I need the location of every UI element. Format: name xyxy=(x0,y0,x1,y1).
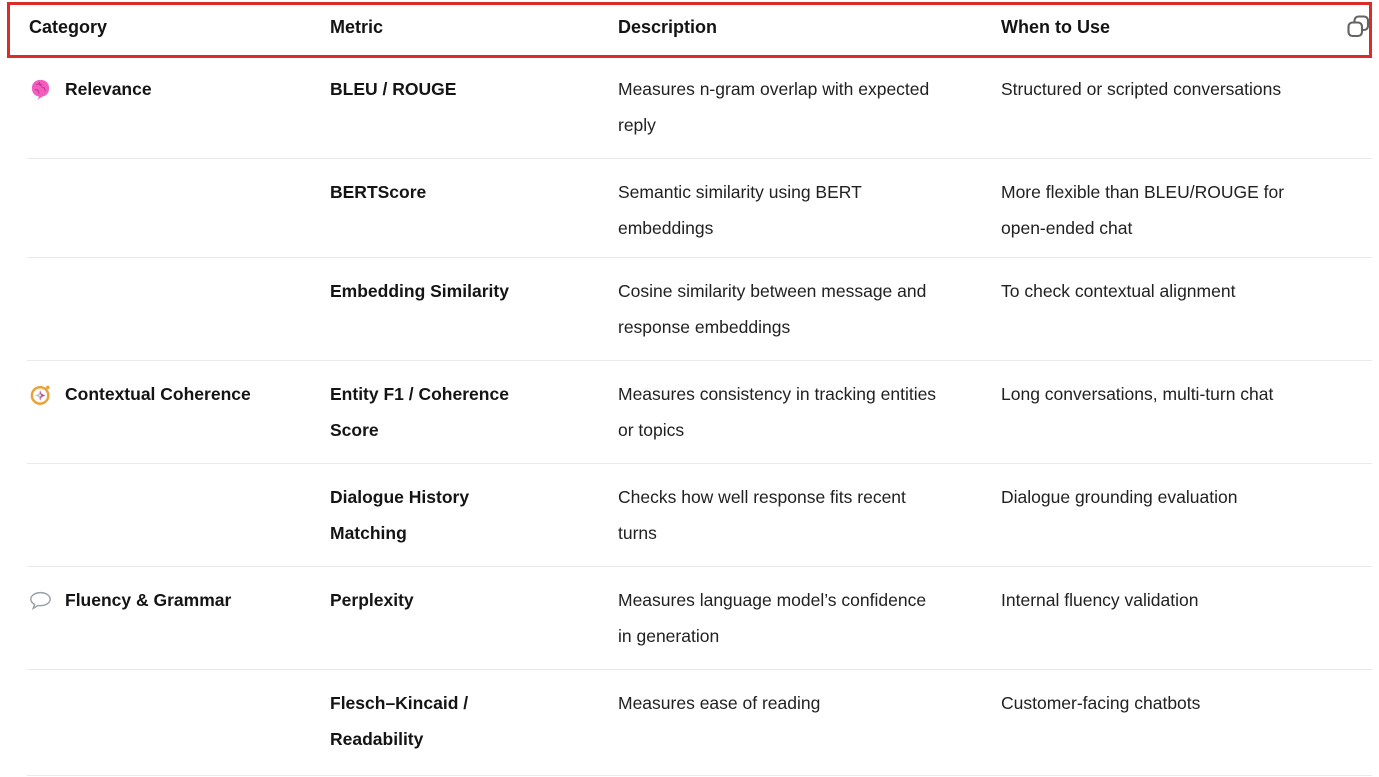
category-label: Contextual Coherence xyxy=(65,384,251,404)
when-cell: More flexible than BLEU/ROUGE for open-ended chat xyxy=(1001,182,1285,238)
table-row xyxy=(27,361,1372,464)
metric-cell: Embedding Similarity xyxy=(330,281,509,301)
metric-cell: Dialogue History Matching xyxy=(330,487,470,543)
category-cell xyxy=(27,258,328,273)
table-row xyxy=(27,464,1372,567)
table-row xyxy=(27,159,1372,258)
column-header-when-to-use: When to Use xyxy=(1001,17,1111,37)
metric-cell: BLEU / ROUGE xyxy=(330,79,457,99)
table-row xyxy=(27,258,1372,361)
when-cell: Dialogue grounding evaluation xyxy=(1001,487,1238,507)
description-cell: Measures ease of reading xyxy=(618,693,821,713)
metric-cell: Flesch–Kincaid / Readability xyxy=(330,693,469,749)
category-cell xyxy=(27,159,328,174)
metric-cell: Entity F1 / Coherence Score xyxy=(330,384,509,440)
when-cell: Structured or scripted conversations xyxy=(1001,79,1282,99)
copy-icon xyxy=(1345,13,1372,43)
metric-cell: BERTScore xyxy=(330,182,427,202)
metrics-table xyxy=(27,0,1372,776)
description-cell: Measures consistency in tracking entities or topics xyxy=(618,384,937,440)
metric-cell: Perplexity xyxy=(330,590,414,610)
description-cell: Measures n-gram overlap with expected reply xyxy=(618,79,930,135)
column-header-description: Description xyxy=(618,17,718,37)
description-cell: Measures language model’s confidence in generation xyxy=(618,590,927,646)
description-cell: Semantic similarity using BERT embeddings xyxy=(618,182,862,238)
table-row xyxy=(27,56,1372,159)
copy-table-button[interactable] xyxy=(1340,0,1372,55)
category-cell xyxy=(27,361,328,418)
description-cell: Cosine similarity between message and response embeddings xyxy=(618,281,927,337)
description-cell: Checks how well response fits recent turns xyxy=(618,487,906,543)
column-header-metric: Metric xyxy=(330,17,384,37)
category-label: Fluency & Grammar xyxy=(65,590,232,610)
when-cell: Long conversations, multi-turn chat xyxy=(1001,384,1274,404)
category-label: Relevance xyxy=(65,79,152,99)
when-cell: Customer-facing chatbots xyxy=(1001,693,1201,713)
table-header-row xyxy=(27,0,1372,56)
table-row xyxy=(27,670,1372,776)
table-body xyxy=(27,56,1372,776)
speech-bubble-icon xyxy=(29,588,52,624)
when-cell: Internal fluency validation xyxy=(1001,590,1199,610)
category-cell xyxy=(27,56,328,113)
when-cell: To check contextual alignment xyxy=(1001,281,1236,301)
compass-icon xyxy=(29,382,52,418)
category-cell xyxy=(27,670,328,685)
column-header-category: Category xyxy=(29,17,108,37)
category-cell xyxy=(27,567,328,624)
table-row xyxy=(27,567,1372,670)
brain-icon xyxy=(29,77,52,113)
category-cell xyxy=(27,464,328,479)
